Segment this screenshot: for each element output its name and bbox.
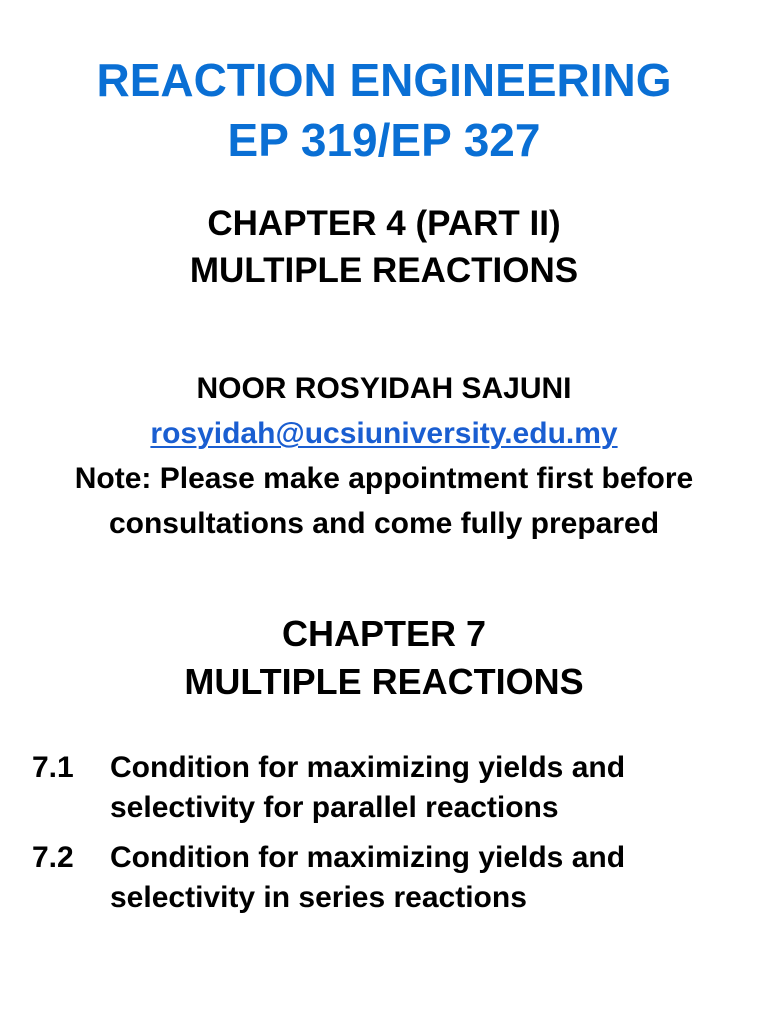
chapter-title: MULTIPLE REACTIONS [189,251,579,290]
section-text-line1: Condition for maximizing yields and [110,751,626,784]
list-item [32,748,752,828]
section-number: 7.1 [32,751,74,784]
course-code: EP 319/EP 327 [227,114,541,166]
consultation-note-line2: consultations and come fully prepared [108,507,660,540]
textbook-chapter-number: CHAPTER 7 [281,613,487,654]
lecturer-name: NOOR ROSYIDAH SAJUNI [196,372,572,405]
email-link[interactable]: rosyidah@ucsiuniversity.edu.my [150,417,618,450]
section-text [110,838,752,918]
contact-info [0,366,768,546]
section-text-line1: Condition for maximizing yields and [110,841,626,874]
chapter-number: CHAPTER 4 (PART II) [207,204,561,243]
section-list [32,748,752,928]
section-number: 7.2 [32,841,74,874]
section-text-line2: selectivity for parallel reactions [110,791,559,824]
consultation-note-line1: Note: Please make appointment first before [74,462,694,495]
textbook-chapter-heading [0,610,768,706]
section-text-line2: selectivity in series reactions [110,881,527,914]
section-text [110,748,752,828]
chapter-heading [0,200,768,294]
course-title [0,50,768,170]
course-title-line1: REACTION ENGINEERING [96,54,672,106]
textbook-chapter-title: MULTIPLE REACTIONS [184,661,584,702]
list-item [32,838,752,918]
